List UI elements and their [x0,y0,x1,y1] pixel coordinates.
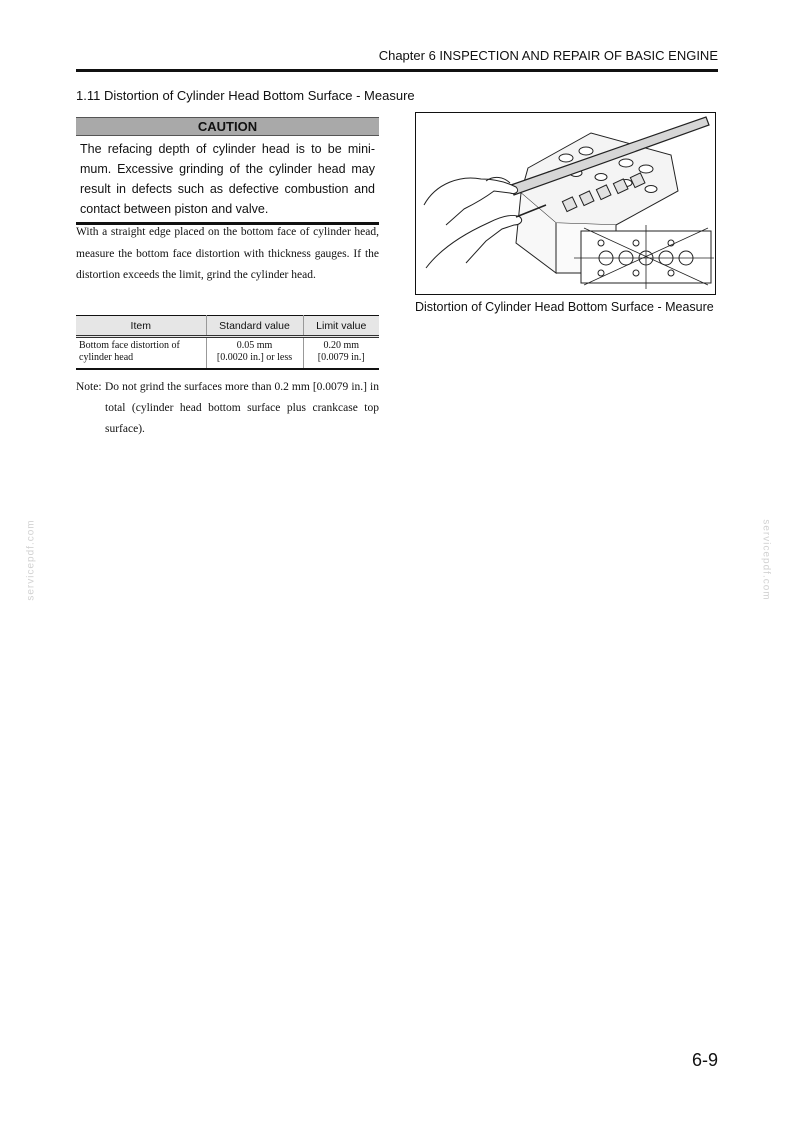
cylinder-head-straight-edge-illustration [416,113,715,294]
note-label: Note: [76,381,102,393]
spec-header-standard: Standard value [206,316,303,337]
spec-table [76,315,379,370]
figure-caption: Distortion of Cylinder Head Bottom Surface - Measure [415,300,714,314]
spec-cell-item [76,337,206,370]
caution-text: The refacing depth of cylinder head is to be minimum. Excessive grinding of the cylinder head may result in defects such as defective combustion and contact between piston and valve. [76,136,379,225]
spec-limit-line2: [0.0079 in.] [317,352,365,363]
note-text: Do not grind the surfaces more than 0.2 mm [0.0079 in.] in total (cylinder head bottom surface plus crankcase top surface). [105,381,379,435]
spec-limit-line1: 0.20 mm [323,340,360,351]
note [76,377,379,440]
section-title: 1.11 Distortion of Cylinder Head Bottom Surface - Measure [76,88,415,103]
figure-frame [415,112,716,295]
spec-table-header-row [76,316,379,337]
chapter-header: Chapter 6 INSPECTION AND REPAIR OF BASIC ENGINE [378,48,718,63]
spec-item-line2: cylinder head [79,352,134,363]
spec-header-item: Item [76,316,206,337]
spec-item-line1: Bottom face distortion of [79,340,180,351]
header-rule [76,69,718,72]
caution-heading: CAUTION [76,117,379,136]
watermark-right: servicepdf.com [760,519,772,601]
spec-cell-limit [303,337,379,370]
caution-box [76,117,379,225]
body-paragraph: With a straight edge placed on the bottom face of cylinder head, measure the bottom face distortion with thickness gauges. If the distortion exceeds the limit, grind the cylinder head. [76,226,379,281]
table-row [76,337,379,370]
page-number: 6-9 [691,1050,718,1070]
spec-standard-line1: 0.05 mm [236,340,273,351]
spec-standard-line2: [0.0020 in.] or less [216,352,293,363]
watermark-left: servicepdf.com [25,519,37,601]
spec-cell-standard [206,337,303,370]
spec-header-limit: Limit value [303,316,379,337]
